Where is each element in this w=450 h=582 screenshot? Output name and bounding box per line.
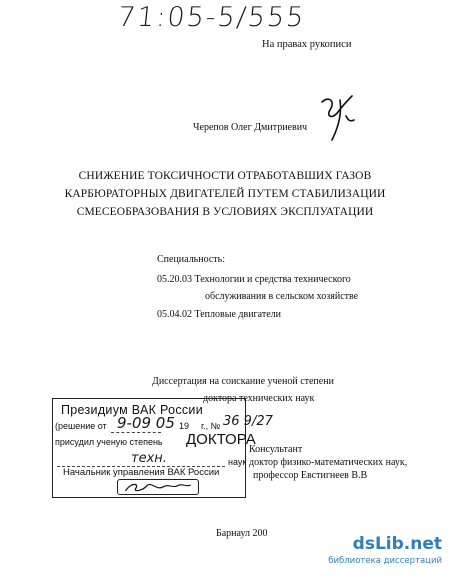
stamp-number-prefix: г., №: [201, 421, 221, 431]
title-line-1: СНИЖЕНИЕ ТОКСИЧНОСТИ ОТРАБОТАВШИХ ГАЗОВ: [78, 170, 372, 182]
stamp-year-suffix: 19: [179, 421, 190, 431]
consultant-name: профессор Евстигнеев В.В: [253, 470, 368, 481]
watermark-brand: dsLib.net: [352, 534, 442, 554]
vak-stamp: [52, 398, 273, 498]
author-name: Черепов Олег Дмитриевич: [193, 122, 308, 133]
rights-note: На правах рукописи: [262, 39, 352, 50]
specialty-item-2: 05.04.02 Тепловые двигатели: [157, 309, 281, 320]
title-line-2: КАРБЮРАТОРНЫХ ДВИГАТЕЛЕЙ ПУТЕМ СТАБИЛИЗАЦИИ: [64, 188, 386, 200]
stamp-field-handwritten: техн.: [131, 451, 167, 466]
title-line-3: СМЕСЕОБРАЗОВАНИЯ В УСЛОВИЯХ ЭКСПЛУАТАЦИИ: [76, 206, 374, 218]
stamp-chief-label: Начальник управления ВАК России: [63, 467, 220, 478]
city-year: Барнаул 200: [216, 528, 268, 539]
stamp-number-handwritten: 36 9/27: [223, 414, 273, 429]
consultant-degree: доктор физико-математических наук,: [249, 457, 408, 468]
stamp-signature-icon: [117, 479, 199, 495]
consultant-role: Консультант: [249, 444, 303, 455]
specialty-item-1-line-2: обслуживания в сельском хозяйстве: [205, 291, 359, 302]
watermark-subtitle: библиотека диссертаций: [328, 556, 442, 566]
specialty-label: Специальность:: [157, 254, 225, 265]
stamp-awarded-label: присудил ученую степень: [55, 437, 163, 447]
stamp-title: Президиум ВАК России: [61, 403, 203, 417]
dissertation-line-2: доктора технических наук: [203, 393, 315, 404]
catalog-number-handwritten: 71:05-5/555: [116, 2, 308, 33]
stamp-science-suffix: наук: [228, 457, 247, 467]
dslib-watermark: [328, 534, 442, 572]
stamp-date-handwritten: 9-09 05: [117, 414, 175, 432]
specialty-item-1-line-1: 05.20.03 Технологии и средства технического: [157, 274, 351, 285]
stamp-decision-prefix: (решение от: [55, 421, 107, 431]
dissertation-line-1: Диссертация на соискание ученой степени: [152, 376, 334, 387]
author-signature-icon: [318, 94, 360, 142]
stamp-degree-printed: ДОКТОРА: [186, 431, 256, 448]
